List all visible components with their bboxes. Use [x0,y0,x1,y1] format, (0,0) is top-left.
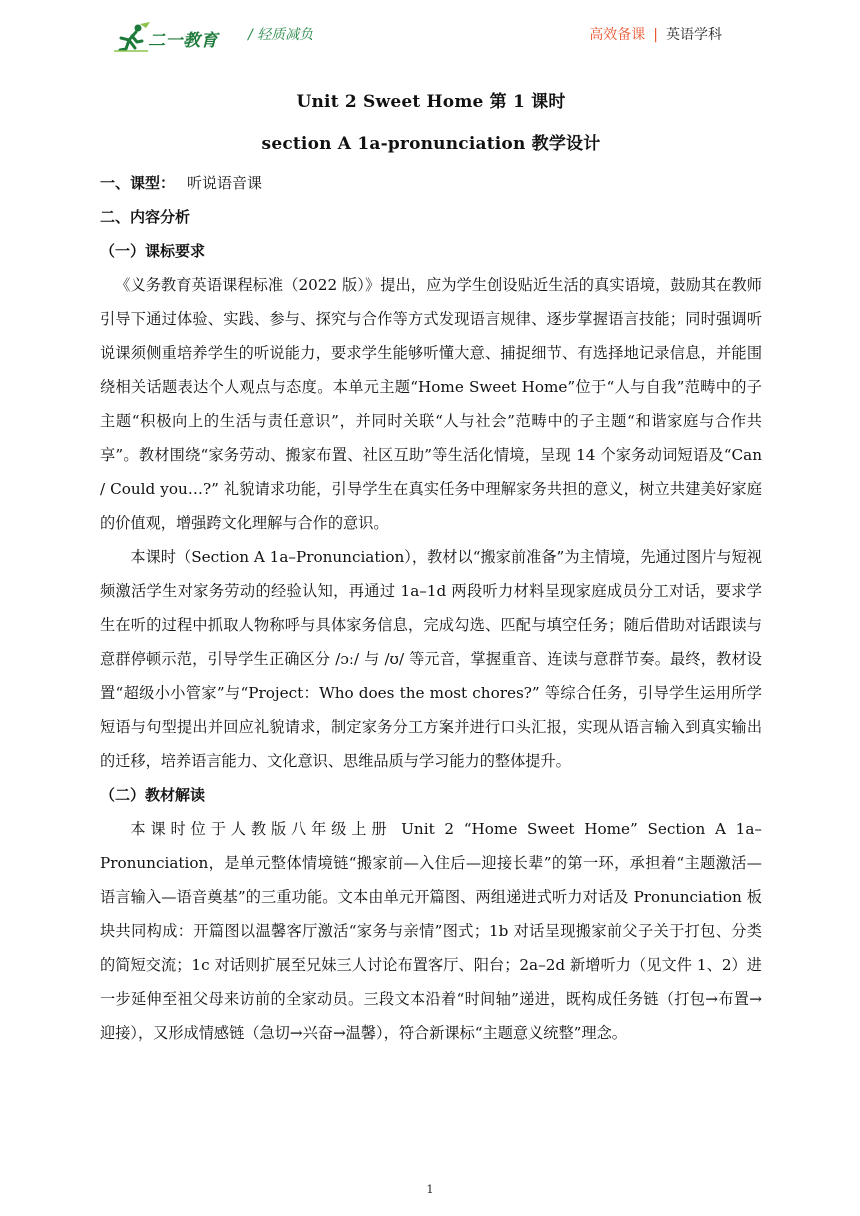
document-title: Unit 2 Sweet Home 第 1 课时 [296,92,566,112]
header-slogan: / 轻质减负 [248,27,314,43]
document-body [100,90,762,1050]
runner-logo-icon [112,22,152,54]
header-label-efficient: 高效备课 [589,27,646,43]
subsection-1-heading: （一）课标要求 [100,242,206,260]
brand-logo [112,22,218,54]
section-1-label: 一、课型： [100,174,176,192]
section-1-heading [100,166,762,200]
paragraph-lesson-overview: 本课时（Section A 1a–Pronunciation），教材以“搬家前准备”为主情境，先通过图片与短视频激活学生对家务劳动的经验认知，再通过 1a–1d 两段听力材料呈现家庭成员分工对话，要求学生在听的过程中抓取人物称呼与具体家务信息，完成勾选、匹配与填空任务；随后借助对话跟读与意群停顿示范，引导学生正确区分 /ɔː/ 与 /ʊ/ 等元音，掌握重音、连读与意群节奏。最终，教材设置“超级小小管家”与“Project：Who does the most chores?” 等综合任务，引导学生运用所学短语与句型提出并回应礼貌请求，制定家务分工方案并进行口头汇报，实现从语言输入到真实输出的迁移，培养语言能力、文化意识、思维品质与学习能力的整体提升。 [100,548,762,770]
subsection-2-heading: （二）教材解读 [100,786,206,804]
document-subtitle: section A 1a-pronunciation 教学设计 [261,134,601,154]
paragraph-textbook-analysis: 本课时位于人教版八年级上册 Unit 2 “Home Sweet Home” Section A 1a–Pronunciation，是单元整体情境链“搬家前—入住后—迎接长辈”的第一环，承担着“主题激活—语言输入—语音奠基”的三重功能。文本由单元开篇图、两组递进式听力对话及 Pronunciation 板块共同构成：开篇图以温馨客厅激活“家务与亲情”图式；1b 对话呈现搬家前父子关于打包、分类的简短交流；1c 对话则扩展至兄妹三人讨论布置客厅、阳台；2a–2d 新增听力（见文件 1、2）进一步延伸至祖父母来访前的全家动员。三段文本沿着“时间轴”递进，既构成任务链（打包→布置→迎接），又形成情感链（急切→兴奋→温馨），符合新课标“主题意义统整”理念。 [100,820,762,1042]
header-separator: | [653,27,658,43]
header-label-subject: 英语学科 [666,27,722,43]
logo-text: 二一教育 [148,30,218,51]
header-subject-labels [589,24,722,44]
page-header [0,0,860,60]
section-1-value: 听说语音课 [187,174,263,192]
page-number: 1 [426,1183,434,1196]
section-2-heading: 二、内容分析 [100,208,191,226]
paragraph-curriculum: 《义务教育英语课程标准（2022 版）》提出，应为学生创设贴近生活的真实语境，鼓励其在教师引导下通过体验、实践、参与、探究与合作等方式发现语言规律、逐步掌握语言技能；同时强调听说课须侧重培养学生的听说能力，要求学生能够听懂大意、捕捉细节、有选择地记录信息，并能围绕相关话题表达个人观点与态度。本单元主题“Home Sweet Home”位于“人与自我”范畴中的子主题“积极向上的生活与责任意识”，并同时关联“人与社会”范畴中的子主题“和谐家庭与合作共享”。教材围绕“家务劳动、搬家布置、社区互助”等生活化情境，呈现 14 个家务动词短语及“Can / Could you…?” 礼貌请求功能，引导学生在真实任务中理解家务共担的意义，树立共建美好家庭的价值观，增强跨文化理解与合作的意识。 [100,276,762,532]
